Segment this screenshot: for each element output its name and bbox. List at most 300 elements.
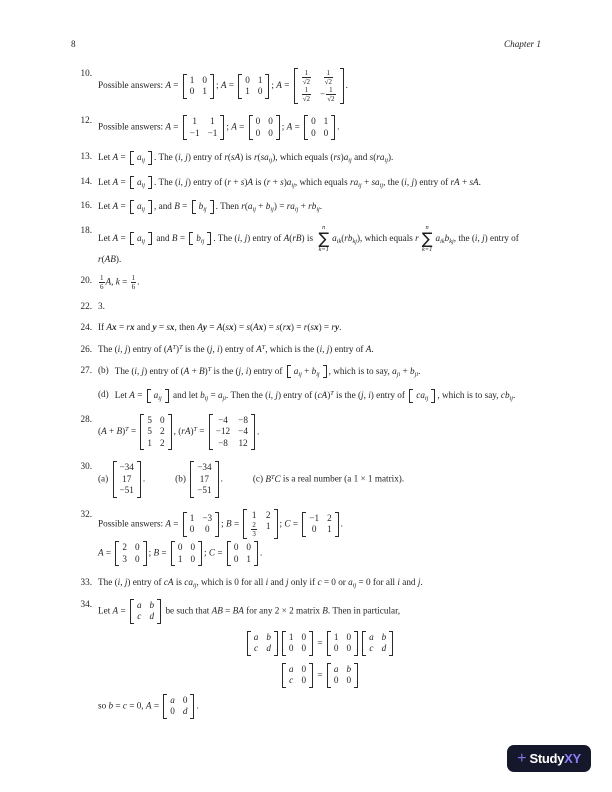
text-run: . — [345, 80, 348, 91]
matrix-cell: 0 — [346, 631, 352, 642]
matrix — [183, 115, 225, 140]
matrix-cell — [301, 86, 312, 103]
item-number: 20. — [80, 275, 92, 286]
matrix-cells — [413, 389, 431, 403]
matrix — [140, 414, 171, 451]
matrix-cell: 0 — [246, 542, 252, 553]
matrix — [115, 541, 146, 566]
text-run: . — [371, 343, 374, 354]
math-run: $(rs)a_{ij}$ — [330, 152, 352, 164]
right-bracket — [309, 631, 313, 656]
text-run: entry of — [130, 577, 164, 588]
matrix-cell: a — [253, 631, 259, 642]
text-run: . Then in particular, — [327, 605, 401, 616]
solutions-list — [0, 50, 612, 719]
page-number: 8 — [71, 39, 76, 49]
matrix-cell: 0 — [311, 127, 316, 138]
matrix-cells — [117, 461, 137, 498]
matrix — [302, 512, 338, 537]
right-bracket — [168, 414, 172, 451]
math-run: ; A = — [281, 121, 303, 132]
right-bracket — [148, 232, 152, 246]
text-run: is a real number (a 1 × 1 matrix). — [280, 473, 405, 484]
matrix-cell: 0 — [255, 127, 261, 138]
matrix-cell — [250, 521, 258, 538]
matrix-cell: d — [182, 706, 188, 716]
math-run: B = — [174, 201, 190, 212]
right-bracket — [274, 509, 278, 540]
matrix — [327, 631, 358, 656]
solution-item — [62, 114, 542, 141]
item-number: 34. — [80, 598, 92, 609]
item-content — [98, 175, 542, 191]
matrix-cell: 17 — [122, 473, 132, 484]
right-bracket — [265, 74, 269, 99]
summation: n ∑ k=1 — [421, 223, 433, 254]
solution-item — [62, 413, 542, 452]
text-run: . — [118, 254, 122, 265]
matrix-cells — [231, 541, 254, 566]
matrix-cell: 1 — [257, 74, 263, 85]
matrix-cells — [187, 512, 215, 537]
item-number: 27. — [80, 364, 92, 375]
fraction: $\frac{2}{3}$ — [252, 521, 256, 539]
math-run: ; A = — [226, 121, 247, 132]
matrix-cell: 0 — [257, 86, 263, 97]
matrix — [227, 541, 258, 566]
math-run: (j, i) — [357, 390, 374, 401]
item-number: 12. — [80, 115, 92, 126]
display-equation — [98, 630, 542, 657]
matrix-cell: 12 — [238, 437, 248, 448]
matrix-cell: b — [381, 631, 387, 642]
right-bracket — [431, 389, 435, 403]
text-run: . — [513, 390, 516, 401]
math-run: Ax = rx — [106, 322, 135, 333]
math-run: , (rA)$^T$ = — [173, 426, 207, 437]
fraction: $\frac{1}{√2}$ — [302, 69, 311, 87]
matrix — [130, 232, 152, 246]
matrix-cell: 0 — [233, 542, 239, 553]
matrix-cell: 0 — [177, 542, 183, 553]
matrix-cell: 5 — [147, 426, 153, 437]
text-run: . — [196, 700, 199, 711]
item-content — [115, 388, 542, 404]
matrix-cells — [193, 232, 207, 246]
text-run: . — [478, 176, 481, 187]
matrix-cells — [213, 414, 251, 451]
text-run: , which is 0 for all — [196, 577, 266, 588]
matrix-cell: −8 — [238, 414, 248, 425]
matrix-cell: 0 — [182, 694, 188, 705]
math-run: $(A + B)^T$ — [180, 365, 212, 376]
text-run: . — [420, 577, 423, 588]
item-number: 28. — [80, 413, 92, 424]
item-number: 16. — [80, 200, 92, 211]
item-content — [98, 576, 542, 588]
math-run: c = 0 — [317, 577, 336, 588]
text-run: Let — [98, 152, 113, 163]
math-run: ; C = — [204, 547, 225, 558]
math-run: ; B = — [221, 518, 242, 529]
text-run: , which is the — [265, 343, 317, 354]
matrix-cell: 1 — [189, 74, 195, 85]
right-bracket — [340, 68, 344, 104]
text-run: entry of — [147, 365, 181, 376]
right-bracket — [323, 365, 327, 379]
text-run: 3. — [98, 301, 105, 312]
matrix-cell: a — [333, 663, 339, 674]
matrix-cell: 1 — [192, 116, 197, 127]
math-run: B — [322, 605, 328, 616]
item-content — [98, 508, 542, 568]
math-run: A, k = — [105, 276, 130, 287]
matrix-cell: 0 — [202, 74, 207, 85]
item-number: 24. — [80, 322, 92, 333]
matrix — [190, 461, 218, 498]
text-run: . — [260, 547, 263, 558]
right-bracket — [389, 631, 393, 656]
matrix-cell: 2 — [160, 437, 165, 448]
matrix-cell: 0 — [190, 542, 196, 553]
matrix-cell: −51 — [197, 485, 212, 496]
text-run: , which is to say, — [437, 390, 501, 401]
matrix — [189, 232, 211, 246]
text-run: for any 2 × 2 matrix — [243, 605, 323, 616]
matrix-cell: 0 — [301, 663, 307, 674]
text-run: is — [173, 577, 185, 588]
matrix-cell: 0 — [311, 116, 316, 127]
matrix-cell: 0 — [190, 553, 196, 564]
item-content — [98, 224, 542, 265]
matrix-cell: 0 — [170, 706, 175, 716]
text-run: If — [98, 322, 107, 333]
matrix-cell: 17 — [199, 473, 209, 484]
matrix-cells — [251, 631, 274, 656]
matrix-cell: 0 — [346, 643, 352, 653]
item-content — [98, 460, 542, 499]
math-run: $(A + B)^T$ = — [98, 426, 139, 437]
matrix-cells — [291, 365, 323, 379]
text-run: . — [137, 276, 140, 287]
text-run: entry of — [281, 390, 315, 401]
right-bracket — [190, 694, 194, 719]
right-bracket — [335, 512, 339, 537]
matrix — [130, 176, 152, 190]
text-run: and — [351, 152, 370, 163]
matrix-cell: 2 — [122, 542, 127, 553]
right-bracket — [274, 631, 278, 656]
text-run: The — [98, 343, 115, 354]
matrix-cells — [194, 461, 214, 498]
matrix — [192, 200, 214, 214]
right-bracket — [207, 232, 211, 246]
math-run: $A^T$ — [256, 343, 266, 354]
right-bracket — [148, 151, 152, 165]
math-run: (j, i) — [206, 343, 223, 354]
matrix-cell: b — [149, 599, 155, 610]
text-run: , the — [453, 232, 472, 243]
text-run: entry of — [332, 343, 366, 354]
math-run: j — [286, 577, 289, 588]
text-run: is the — [333, 390, 358, 401]
matrix — [183, 74, 214, 99]
math-run: (i, j) — [265, 390, 281, 401]
text-run: , which equals — [275, 152, 331, 163]
math-run: b = c = 0, A = — [108, 700, 162, 711]
matrix-cell: 2 — [327, 512, 332, 523]
matrix-cell: 1 — [202, 86, 207, 97]
math-run: $r(a_{ij} + b_{ij}) = ra_{ij} + rb_{ij}$ — [241, 201, 320, 213]
text-run: . — [337, 121, 340, 132]
text-run: entry of — [130, 343, 164, 354]
item-content — [98, 413, 542, 452]
right-bracket — [165, 389, 169, 403]
matrix — [130, 599, 161, 624]
matrix-cells — [253, 115, 276, 140]
right-bracket — [143, 541, 147, 566]
solution-item — [62, 300, 542, 312]
item-content — [98, 598, 542, 720]
matrix — [327, 663, 358, 688]
matrix-cell: −8 — [218, 437, 228, 448]
text-run: so — [98, 700, 109, 711]
math-run: (i, j) — [234, 232, 251, 243]
matrix-cells — [151, 389, 165, 403]
right-bracket — [210, 200, 214, 214]
matrix-cell: 1 — [265, 521, 271, 532]
text-run: Possible answers: — [98, 80, 166, 91]
matrix-cell: 0 — [288, 643, 294, 653]
right-bracket — [354, 663, 358, 688]
matrix-cell: −34 — [197, 462, 212, 473]
text-run: is — [304, 232, 316, 243]
matrix-cell: 1 — [333, 631, 339, 642]
matrix-cell: 0 — [268, 116, 273, 127]
text-run: or — [335, 577, 349, 588]
matrix-cells — [196, 200, 210, 214]
text-run: entry of — [487, 232, 519, 243]
text-run: is the — [211, 365, 236, 376]
text-run: . The — [154, 152, 176, 163]
item-content — [98, 300, 542, 312]
matrix-cells — [242, 74, 265, 99]
matrix-cell: 1 — [177, 553, 183, 564]
math-run: $ra_{ij} + sa_{ij}$ — [350, 176, 384, 189]
item-content — [98, 321, 542, 333]
matrix-cell: 1 — [251, 509, 257, 520]
matrix-cell — [320, 86, 337, 103]
matrix-cell: $a_{ij}$ — [136, 201, 146, 214]
math-run: A = — [165, 518, 181, 529]
studyxy-logo — [507, 745, 591, 772]
matrix-cell: −51 — [119, 485, 134, 496]
math-run: (j, i) — [235, 365, 252, 376]
matrix-cell: 0 — [255, 116, 261, 127]
item-number — [62, 388, 92, 404]
item-content — [115, 364, 542, 380]
matrix-cell: c — [289, 675, 294, 685]
right-bracket — [331, 115, 335, 140]
item-content — [98, 199, 542, 215]
matrix-cells — [167, 694, 190, 719]
matrix-cell: 0 — [301, 675, 307, 685]
matrix-cell: 0 — [135, 542, 140, 553]
text-run: entry of — [251, 365, 285, 376]
math-run: = — [315, 637, 325, 648]
matrix-cells — [286, 663, 309, 688]
right-bracket — [309, 663, 313, 688]
text-run: . Then — [215, 201, 242, 212]
solution-item — [62, 364, 542, 380]
right-bracket — [254, 541, 258, 566]
sigma-icon: ∑ — [318, 228, 330, 248]
text-run: The — [114, 365, 132, 376]
right-bracket — [354, 631, 358, 656]
right-bracket — [210, 74, 214, 99]
matrix — [130, 151, 152, 165]
solution-item — [62, 274, 542, 291]
plus-icon: + — [517, 749, 527, 767]
matrix-cell: 0 — [333, 643, 339, 653]
chapter-title: Chapter 1 — [503, 39, 541, 49]
matrix — [113, 461, 141, 498]
matrix-cells — [306, 512, 334, 537]
item-content — [98, 343, 542, 355]
math-run: = — [315, 669, 325, 680]
math-run: i — [397, 577, 400, 588]
math-run: $(A^T)^T$ — [163, 343, 183, 354]
matrix — [409, 389, 435, 403]
item-number: 18. — [80, 224, 92, 235]
matrix-cell: 2 — [265, 509, 271, 520]
matrix-cell: $a_{ij} + b_{ij}$ — [293, 365, 320, 378]
matrix-cell: 0 — [245, 74, 250, 85]
matrix — [362, 631, 393, 656]
display-equation — [98, 662, 542, 689]
matrix-cell: $a_{ij}$ — [136, 152, 146, 165]
matrix-cell: $ca_{ij}$ — [416, 390, 429, 403]
math-run: AB = BA — [211, 605, 244, 616]
solution-item — [62, 576, 542, 588]
text-run: , which equals — [294, 176, 350, 187]
matrix-cell: 1 — [189, 512, 195, 523]
text-run: entry of — [373, 390, 408, 401]
matrix-cell: 5 — [147, 414, 153, 425]
right-bracket — [215, 461, 219, 498]
text-run: . — [142, 473, 146, 484]
item-number: 22. — [80, 301, 92, 312]
item-number: 26. — [80, 343, 92, 354]
text-run: . — [340, 518, 343, 529]
matrix-cell: 3 — [122, 553, 127, 564]
matrix-cell: d — [266, 643, 271, 653]
math-run: $s(ra_{ij})$ — [369, 152, 391, 164]
logo-text-xy: XY — [564, 750, 581, 766]
text-run: , the — [383, 176, 402, 187]
math-run: A = — [98, 547, 114, 558]
math-run: A = — [112, 605, 128, 616]
text-run: , then — [174, 322, 198, 333]
matrix-cell: −1 — [189, 127, 200, 138]
math-run: i — [265, 577, 269, 588]
right-bracket — [157, 599, 161, 624]
math-run: rA + sA — [450, 176, 479, 187]
matrix-cell: 2 — [160, 426, 165, 437]
text-run: be such that — [163, 605, 212, 616]
matrix — [130, 200, 152, 214]
fraction: $\frac{1}{6}$ — [131, 274, 136, 292]
math-run: $a_{ji} + b_{ji}$ — [392, 365, 419, 378]
text-run: and — [134, 322, 153, 333]
solution-item — [62, 460, 542, 499]
matrix-cell: −1 — [309, 512, 320, 523]
matrix-cells — [366, 631, 389, 656]
matrix-cell: a — [136, 599, 142, 610]
math-run: A = — [129, 390, 145, 401]
matrix-cell: 1 — [288, 631, 294, 642]
matrix — [247, 631, 278, 656]
matrix — [147, 389, 169, 403]
matrix-cell — [301, 69, 312, 86]
solution-item — [62, 150, 542, 166]
text-run: entry of — [190, 152, 225, 163]
item-content — [98, 150, 542, 166]
text-run: , and — [154, 201, 175, 212]
right-bracket — [276, 115, 280, 140]
matrix-cell: a — [369, 631, 374, 642]
matrix-cell: 0 — [301, 631, 307, 642]
item-content — [98, 67, 542, 105]
math-run: (cA)$^T$ — [314, 390, 334, 401]
matrix-cells — [286, 631, 309, 656]
math-run: A = — [165, 80, 181, 91]
matrix — [209, 414, 255, 451]
matrix-cells — [144, 414, 167, 451]
negative-fraction: − $\frac{1}{√2}$ — [320, 86, 335, 104]
text-run: is — [243, 152, 254, 163]
math-run: (i, j) — [114, 577, 131, 588]
math-run: B = — [171, 232, 188, 243]
math-run: r(AB) — [98, 254, 119, 265]
math-run: $r(sa_{ij})$ — [253, 152, 276, 164]
matrix-cell: c — [369, 643, 374, 653]
math-run: A — [365, 343, 372, 354]
matrix-cell: $a_{ij}$ — [153, 390, 162, 403]
matrix-cell: 0 — [346, 675, 352, 685]
math-run: (r + s)A — [224, 176, 253, 187]
text-run: . — [418, 365, 421, 376]
matrix-cell: 0 — [135, 553, 140, 564]
text-run: . The — [154, 176, 176, 187]
matrix-cell: 1 — [323, 116, 329, 127]
solution-item — [62, 343, 542, 355]
item-sublabel: (b) — [98, 364, 109, 375]
matrix-cells — [119, 541, 142, 566]
solution-item — [62, 508, 542, 568]
matrix-cell: b — [266, 631, 271, 642]
matrix-cell: 0 — [189, 86, 195, 97]
matrix-cells — [134, 176, 148, 190]
matrix-cell: −4 — [218, 414, 228, 425]
math-run: r — [415, 232, 419, 243]
matrix-cell: 0 — [311, 524, 317, 535]
matrix-cell: a — [170, 694, 175, 705]
solution-item — [62, 388, 542, 404]
math-run: (i, j) — [401, 176, 418, 187]
matrix-cell: $a_{ij}$ — [136, 232, 146, 245]
text-run: . The — [213, 232, 235, 243]
